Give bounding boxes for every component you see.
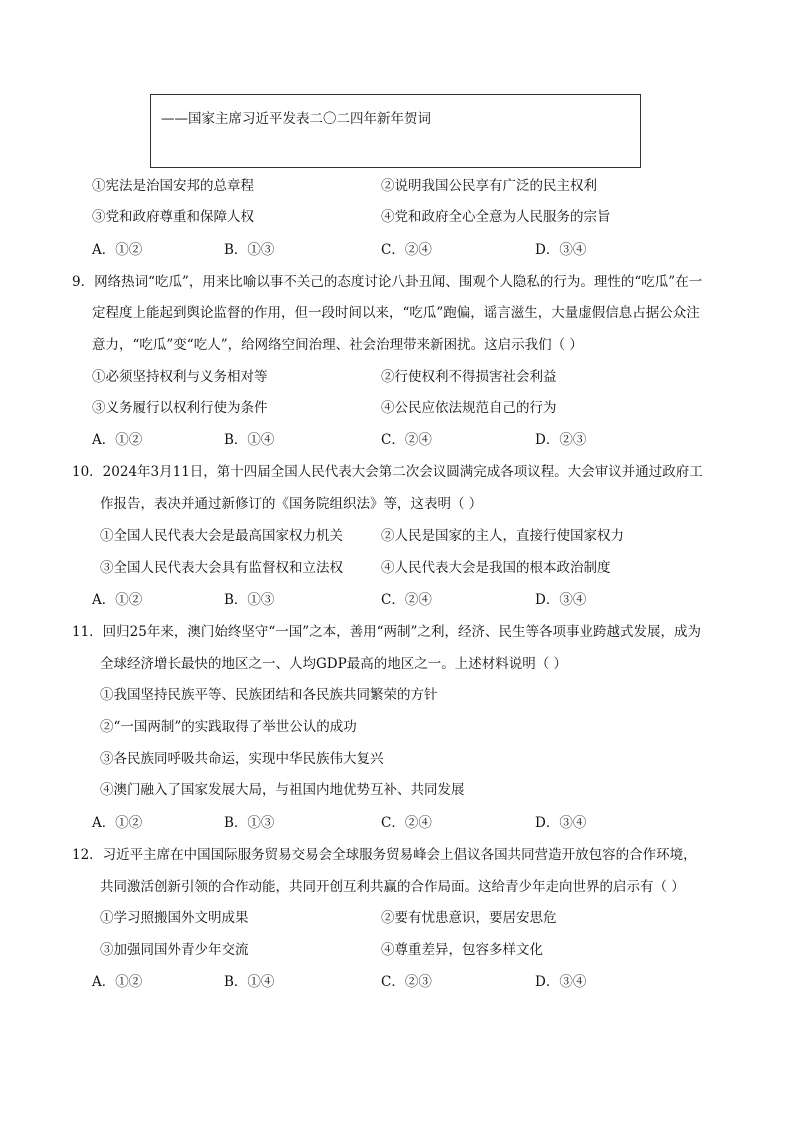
q11-choice-a: A．①②	[92, 815, 143, 831]
q11-line-2: 全球经济增长最快的地区之一、人均GDP最高的地区之一。上述材料说明（ ）	[100, 656, 567, 672]
q9-choice-c: C．②④	[381, 432, 432, 448]
q11-item-3: ③各民族同呼吸共命运，实现中华民族伟大复兴	[100, 751, 384, 767]
q12-choice-a: A．①②	[92, 974, 143, 990]
q8-item-1: ①宪法是治国安邦的总章程	[92, 178, 254, 194]
q12-line-1: 12．习近平主席在中国国际服务贸易交易会全球服务贸易峰会上倡议各国共同营造开放包容的合作环境，	[72, 847, 697, 863]
q9-item-3: ③义务履行以权利行使为条件	[92, 400, 268, 416]
q10-choice-b: B．①③	[224, 592, 275, 608]
q12-item-3: ③加强同国外青少年交流	[100, 942, 249, 958]
q8-choice-b: B．①③	[224, 242, 275, 258]
q8-item-2: ②说明我国公民享有广泛的民主权利	[381, 178, 597, 194]
q10-item-1: ①全国人民代表大会是最高国家权力机关	[100, 528, 343, 544]
q11-item-1: ①我国坚持民族平等、民族团结和各民族共同繁荣的方针	[100, 687, 438, 703]
q9-line-3: 意力，“吃瓜”变“吃人”，给网络空间治理、社会治理带来新困扰。这启示我们（ ）	[92, 337, 583, 353]
q10-line-2: 作报告，表决并通过新修订的《国务院组织法》等，这表明（ ）	[100, 496, 483, 512]
q10-item-3: ③全国人民代表大会具有监督权和立法权	[100, 560, 343, 576]
q10-line-1: 10．2024年3月11日，第十四届全国人民代表大会第二次会议圆满完成各项议程。大会审议并通过政府工	[72, 464, 703, 480]
q9-choice-b: B．①④	[224, 432, 275, 448]
q10-item-4: ④人民代表大会是我国的根本政治制度	[381, 560, 611, 576]
q12-choice-b: B．①④	[224, 974, 275, 990]
q8-item-3: ③党和政府尊重和保障人权	[92, 209, 254, 225]
quote-source: ——国家主席习近平发表二〇二四年新年贺词	[161, 111, 431, 127]
quote-box	[150, 94, 641, 168]
q10-choice-a: A．①②	[92, 592, 143, 608]
q12-choice-d: D．③④	[535, 974, 587, 990]
q8-item-4: ④党和政府全心全意为人民服务的宗旨	[381, 209, 611, 225]
q9-line-1: 9．网络热词“吃瓜”，用来比喻以事不关己的态度讨论八卦丑闻、围观个人隐私的行为。理性的“吃瓜”在一	[72, 274, 703, 290]
q9-item-4: ④公民应依法规范自己的行为	[381, 400, 557, 416]
q8-choice-d: D．③④	[535, 242, 587, 258]
q11-choice-c: C．②④	[381, 815, 432, 831]
q11-choice-b: B．①③	[224, 815, 275, 831]
q8-choice-c: C．②④	[381, 242, 432, 258]
q12-item-2: ②要有忧患意识，要居安思危	[381, 910, 557, 926]
q9-choice-a: A．①②	[92, 432, 143, 448]
q10-choice-d: D．③④	[535, 592, 587, 608]
q12-choice-c: C．②③	[381, 974, 432, 990]
q11-item-4: ④澳门融入了国家发展大局，与祖国内地优势互补、共同发展	[100, 782, 465, 798]
q10-choice-c: C．②④	[381, 592, 432, 608]
q9-choice-d: D．②③	[535, 432, 587, 448]
q10-item-2: ②人民是国家的主人，直接行使国家权力	[381, 528, 624, 544]
q9-item-2: ②行使权利不得损害社会利益	[381, 369, 557, 385]
q12-line-2: 共同激活创新引领的合作动能，共同开创互利共赢的合作局面。这给青少年走向世界的启示有（ ）	[100, 879, 685, 895]
q12-item-1: ①学习照搬国外文明成果	[100, 910, 249, 926]
q8-choice-a: A．①②	[92, 242, 143, 258]
q9-line-2: 定程度上能起到舆论监督的作用，但一段时间以来，“吃瓜”跑偏，谣言滋生，大量虚假信息占据公众注	[92, 305, 700, 321]
q9-item-1: ①必须坚持权利与义务相对等	[92, 369, 268, 385]
q12-item-4: ④尊重差异，包容多样文化	[381, 942, 543, 958]
q11-line-1: 11．回归25年来，澳门始终坚守“一国”之本，善用“两制”之利，经济、民生等各项事业跨越式发展，成为	[72, 624, 701, 640]
q11-choice-d: D．③④	[535, 815, 587, 831]
q11-item-2: ②“一国两制”的实践取得了举世公认的成功	[100, 719, 357, 735]
